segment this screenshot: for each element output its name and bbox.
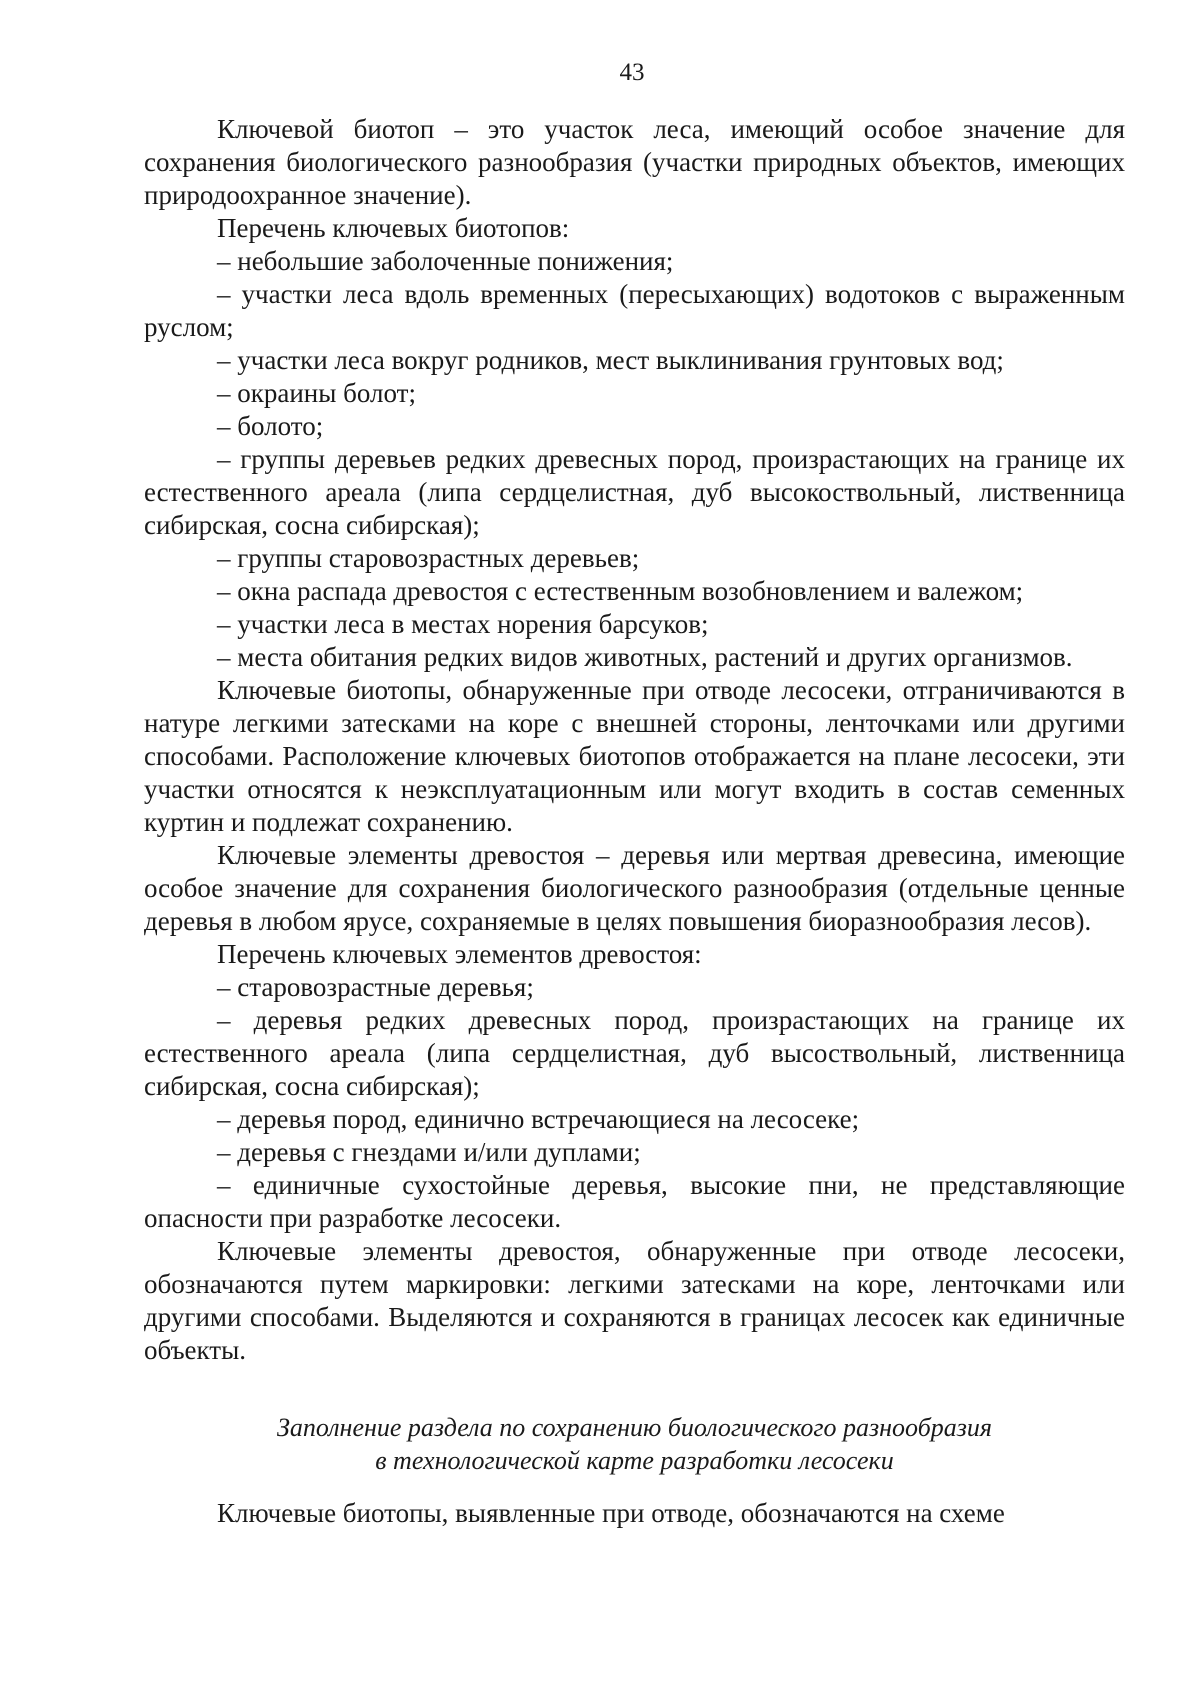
- list-item: – места обитания редких видов животных, растений и других организмов.: [217, 642, 1073, 672]
- paragraph: Ключевые элементы древостоя, обнаруженные при отводе лесосеки, обозначаются путем маркировки: легкими затесками на коре, ленточками или другими способами. Выделяются и сохраняются в границах лесосек как единичные объекты.: [144, 1236, 1125, 1365]
- list-item: – участки леса в местах норения барсуков;: [217, 609, 709, 639]
- list-item: – участки леса вдоль временных (пересыхающих) водотоков с выраженным руслом;: [144, 279, 1125, 342]
- section-heading-line: в технологической карте разработки лесосеки: [375, 1446, 894, 1475]
- list-item: – окраины болот;: [217, 378, 416, 408]
- paragraph: Перечень ключевых элементов древостоя:: [217, 939, 702, 969]
- paragraph: Ключевой биотоп – это участок леса, имеющий особое значение для сохранения биологического разнообразия (участки природных объектов, имеющих природоохранное значение).: [144, 114, 1125, 210]
- list-item: – группы старовозрастных деревьев;: [217, 543, 640, 573]
- paragraph: Ключевые биотопы, выявленные при отводе, обозначаются на схеме: [217, 1498, 1005, 1528]
- list-item: – небольшие заболоченные понижения;: [217, 246, 674, 276]
- list-item: – окна распада древостоя с естественным возобновлением и валежом;: [217, 576, 1024, 606]
- paragraph: Ключевые биотопы, обнаруженные при отводе лесосеки, отграничиваются в натуре легкими затесками на коре с внешней стороны, ленточками или другими способами. Расположение ключевых биотопов отображается на плане лесосеки, эти участки относятся к неэксплуатационным или могут входить в состав семенных куртин и подлежат сохранению.: [144, 675, 1125, 837]
- list-item: – группы деревьев редких древесных пород, произрастающих на границе их естественного ареала (липа сердцелистная, дуб высокоствольный, лиственница сибирская, сосна сибирская);: [144, 444, 1125, 540]
- list-item: – единичные сухостойные деревья, высокие пни, не представляющие опасности при разработке лесосеки.: [144, 1170, 1125, 1233]
- section-heading-line: Заполнение раздела по сохранению биологического разнообразия: [276, 1413, 993, 1442]
- section-heading: [144, 1411, 1125, 1477]
- paragraph: Перечень ключевых биотопов:: [217, 213, 570, 243]
- paragraph: Ключевые элементы древостоя – деревья или мертвая древесина, имеющие особое значение для сохранения биологического разнообразия (отдельные ценные деревья в любом ярусе, сохраняемые в целях повышения биоразнообразия лесов).: [144, 840, 1125, 936]
- page-body: [144, 113, 1125, 1530]
- list-item: – болото;: [217, 411, 324, 441]
- list-item: – деревья пород, единично встречающиеся на лесосеке;: [217, 1104, 860, 1134]
- list-item: – деревья с гнездами и/или дуплами;: [217, 1137, 641, 1167]
- list-item: – участки леса вокруг родников, мест выклинивания грунтовых вод;: [217, 345, 1004, 375]
- page-number: 43: [619, 59, 645, 86]
- list-item: – старовозрастные деревья;: [217, 972, 534, 1002]
- list-item: – деревья редких древесных пород, произрастающих на границе их естественного ареала (липа сердцелистная, дуб высоствольный, лиственница сибирская, сосна сибирская);: [144, 1005, 1125, 1101]
